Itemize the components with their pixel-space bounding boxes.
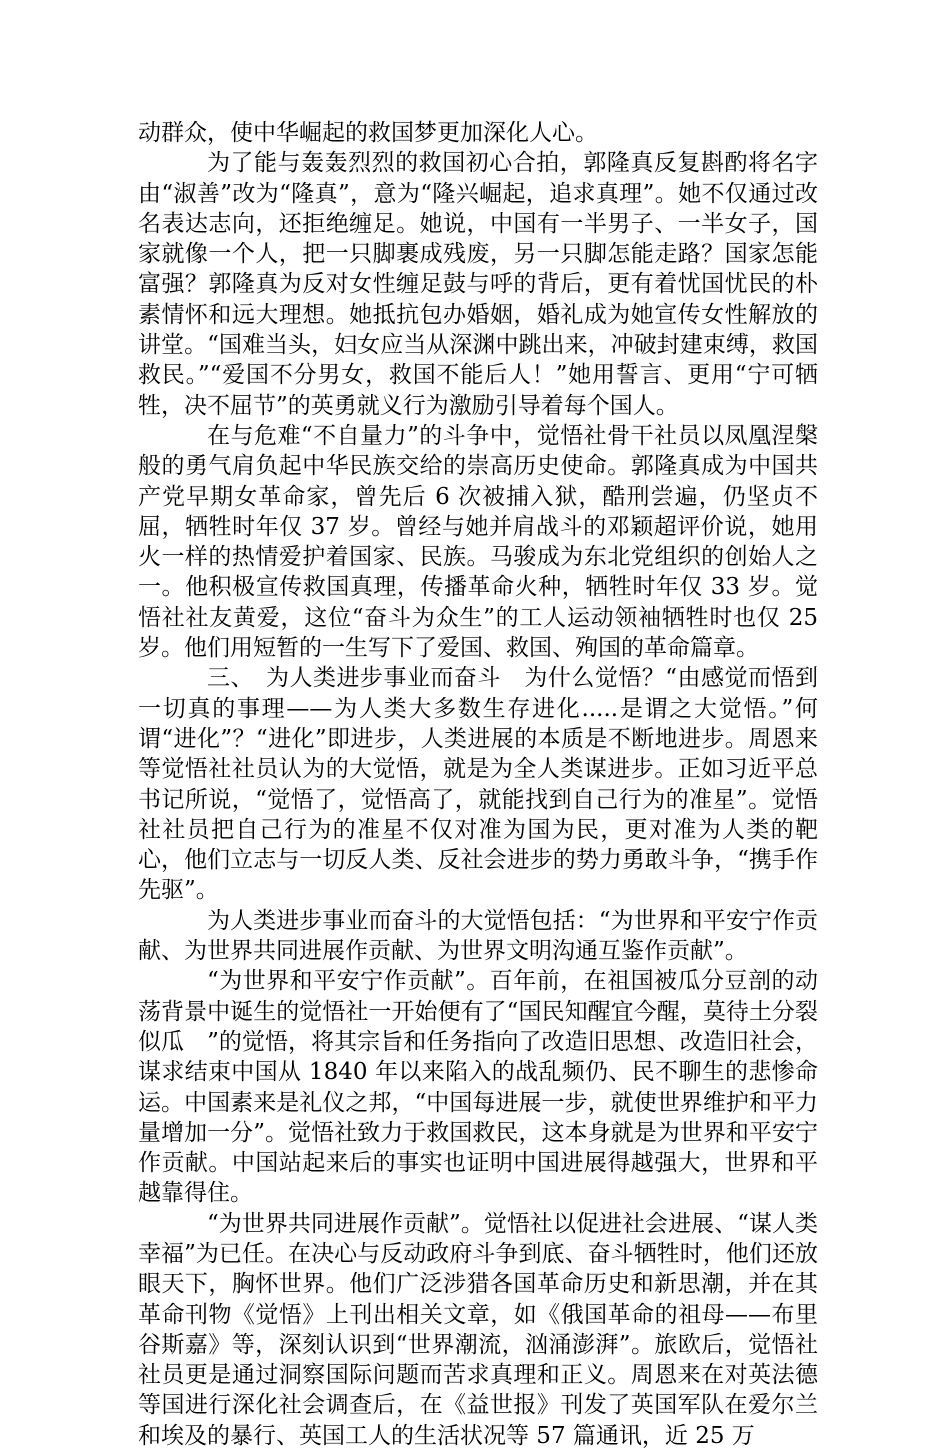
document-body [138,118,818,1451]
paragraph: 为人类进步事业而奋斗的大觉悟包括：“为世界和平安宁作贡献、为世界共同进展作贡献、为世界文明沟通互鉴作贡献”。 [138,907,818,965]
paragraph: 为了能与轰轰烈烈的救国初心合拍，郭隆真反复斟酌将名字由“淑善”改为“隆真”，意为“隆兴崛起，追求真理”。她不仅通过改名表达志向，还拒绝缠足。她说，中国有一半男子、一半女子，国家就像一个人，把一只脚裹成残废，另一只脚怎能走路？国家怎能富强？郭隆真为反对女性缠足鼓与呼的背后，更有着忧国忧民的朴素情怀和远大理想。她抵抗包办婚姻，婚礼成为她宣传女性解放的讲堂。“国难当头，妇女应当从深渊中跳出来，冲破封建束缚，救国救民。”“爱国不分男女，救国不能后人！”她用誓言、更用“宁可牺牲，决不屈节”的英勇就义行为激励引导着每个国人。 [138,150,818,419]
paragraph: “为世界共同进展作贡献”。觉悟社以促进社会进展、“谋人类幸福”为已任。在决心与反动政府斗争到底、奋斗牺牲时，他们还放眼天下，胸怀世界。他们广泛涉猎各国革命历史和新思潮，并在其革命刊物《觉悟》上刊出相关文章，如《俄国革命的祖母——布里谷斯嘉》等，深刻认识到“世界潮流，汹涌澎湃”。旅欧后，觉悟社社员更是通过洞察国际问题而苦求真理和正义。周恩来在对英法德等国进行深化社会调查后，在《益世报》刊发了英国军队在爱尔兰和埃及的暴行、英国工人的生活状况等 57 篇通讯，近 25 万 [138,1210,818,1449]
paragraph: “为世界和平安宁作贡献”。百年前，在祖国被瓜分豆剖的动荡背景中诞生的觉悟社一开始便有了“国民知醒宜今醒，莫待土分裂似瓜 ”的觉悟，将其宗旨和任务指向了改造旧思想、改造旧社会，谋求结束中国从 1840 年以来陷入的战乱频仍、民不聊生的悲惨命运。中国素来是礼仪之邦，“中国每进展一步，就使世界维护和平力量增加一分”。觉悟社致力于救国救民，这本身就是为世界和平安宁作贡献。中国站起来后的事实也证明中国进展得越强大，世界和平越靠得住。 [138,968,818,1207]
paragraph: 动群众，使中华崛起的救国梦更加深化人心。 [138,120,598,146]
paragraph: 在与危难“不自量力”的斗争中，觉悟社骨干社员以凤凰涅槃般的勇气肩负起中华民族交给的崇高历史使命。郭隆真成为中国共产党早期女革命家，曾先后 6 次被捕入狱，酷刑尝遍，仍坚贞不屈，牺牲时年仅 37 岁。曾经与她并肩战斗的邓颖超评价说，她用火一样的热情爱护着国家、民族。马骏成为东北党组织的创始人之一。他积极宣传救国真理，传播革命火种，牺牲时年仅 33 岁。觉悟社社友黄爱，这位“奋斗为众生”的工人运动领袖牺牲时也仅 25 岁。他们用短暂的一生写下了爱国、救国、殉国的革命篇章。 [138,422,818,662]
section-heading-paragraph: 三、 为人类进步事业而奋斗 为什么觉悟？“由感觉而悟到一切真的事理——为人类大多数生存进化.....是谓之大觉悟。”何谓“进化”？“进化”即进步，人类进展的本质是不断地进步。周恩来等觉悟社社员认为的大觉悟，就是为全人类谋进步。正如习近平总书记所说，“觉悟了，觉悟高了，就能找到自己行为的准星”。觉悟社社员把自己行为的准星不仅对准为国为民，更对准为人类的靶心，他们立志与一切反人类、反社会进步的势力勇敢斗争，“携手作先驱”。 [138,665,818,904]
